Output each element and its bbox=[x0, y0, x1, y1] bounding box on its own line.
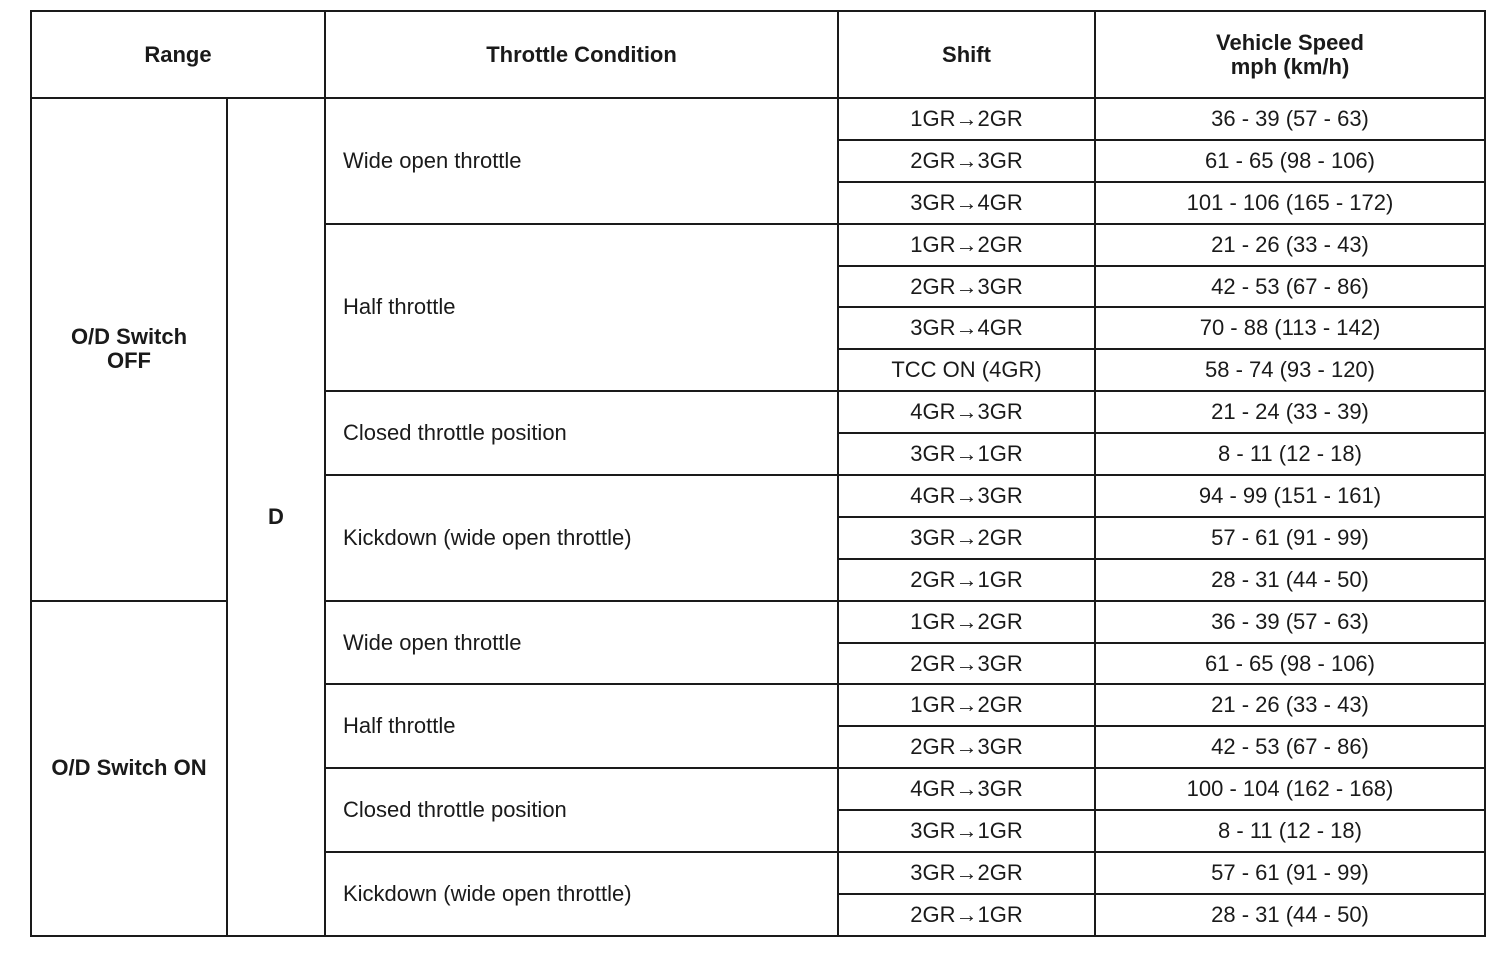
shift-cell: 2GR→3GR bbox=[838, 266, 1095, 308]
shift-cell: 4GR→3GR bbox=[838, 768, 1095, 810]
throttle-condition-cell: Wide open throttle bbox=[325, 98, 838, 224]
shift-header: Shift bbox=[838, 11, 1095, 98]
shift-cell: 4GR→3GR bbox=[838, 391, 1095, 433]
shift-cell: 3GR→1GR bbox=[838, 810, 1095, 852]
vehicle-speed-cell: 57 - 61 (91 - 99) bbox=[1095, 852, 1485, 894]
shift-speed-table bbox=[30, 10, 1486, 937]
vehicle-speed-cell: 70 - 88 (113 - 142) bbox=[1095, 307, 1485, 349]
shift-cell: 2GR→1GR bbox=[838, 559, 1095, 601]
vehicle-speed-cell: 42 - 53 (67 - 86) bbox=[1095, 726, 1485, 768]
throttle-condition-cell: Closed throttle position bbox=[325, 391, 838, 475]
shift-cell: 3GR→2GR bbox=[838, 517, 1095, 559]
od-switch-on-label: O/D Switch ON bbox=[31, 601, 227, 936]
vehicle-speed-cell: 42 - 53 (67 - 86) bbox=[1095, 266, 1485, 308]
shift-cell: 3GR→4GR bbox=[838, 182, 1095, 224]
shift-cell: TCC ON (4GR) bbox=[838, 349, 1095, 391]
vehicle-speed-cell: 8 - 11 (12 - 18) bbox=[1095, 433, 1485, 475]
vehicle-speed-cell: 21 - 26 (33 - 43) bbox=[1095, 224, 1485, 266]
shift-cell: 2GR→3GR bbox=[838, 643, 1095, 685]
vehicle-speed-cell: 101 - 106 (165 - 172) bbox=[1095, 182, 1485, 224]
header-row bbox=[31, 11, 1485, 98]
shift-cell: 1GR→2GR bbox=[838, 98, 1095, 140]
vehicle-speed-cell: 21 - 26 (33 - 43) bbox=[1095, 684, 1485, 726]
throttle-condition-cell: Half throttle bbox=[325, 684, 838, 768]
vehicle-speed-cell: 57 - 61 (91 - 99) bbox=[1095, 517, 1485, 559]
throttle-condition-cell: Wide open throttle bbox=[325, 601, 838, 685]
throttle-condition-cell: Kickdown (wide open throttle) bbox=[325, 852, 838, 936]
throttle-condition-cell: Half throttle bbox=[325, 224, 838, 392]
shift-cell: 1GR→2GR bbox=[838, 601, 1095, 643]
shift-cell: 2GR→3GR bbox=[838, 726, 1095, 768]
table-row bbox=[31, 98, 1485, 140]
range-d-label: D bbox=[227, 98, 325, 936]
od-switch-off-label-line1: O/D Switch bbox=[70, 324, 188, 350]
shift-cell: 1GR→2GR bbox=[838, 224, 1095, 266]
vehicle-speed-cell: 28 - 31 (44 - 50) bbox=[1095, 894, 1485, 936]
vehicle-speed-header bbox=[1095, 11, 1485, 98]
vehicle-speed-cell: 36 - 39 (57 - 63) bbox=[1095, 601, 1485, 643]
shift-cell: 3GR→4GR bbox=[838, 307, 1095, 349]
shift-speed-sheet bbox=[30, 10, 1484, 937]
vehicle-speed-cell: 100 - 104 (162 - 168) bbox=[1095, 768, 1485, 810]
table-body bbox=[31, 98, 1485, 936]
vehicle-speed-cell: 28 - 31 (44 - 50) bbox=[1095, 559, 1485, 601]
throttle-condition-cell: Closed throttle position bbox=[325, 768, 838, 852]
vehicle-speed-cell: 36 - 39 (57 - 63) bbox=[1095, 98, 1485, 140]
shift-cell: 3GR→2GR bbox=[838, 852, 1095, 894]
vehicle-speed-cell: 61 - 65 (98 - 106) bbox=[1095, 140, 1485, 182]
shift-cell: 1GR→2GR bbox=[838, 684, 1095, 726]
vehicle-speed-cell: 21 - 24 (33 - 39) bbox=[1095, 391, 1485, 433]
vehicle-speed-header-units: mph (km/h) bbox=[1230, 53, 1350, 79]
od-switch-off-label bbox=[31, 98, 227, 601]
throttle-condition-header: Throttle Condition bbox=[325, 11, 838, 98]
vehicle-speed-cell: 94 - 99 (151 - 161) bbox=[1095, 475, 1485, 517]
vehicle-speed-cell: 58 - 74 (93 - 120) bbox=[1095, 349, 1485, 391]
vehicle-speed-cell: 61 - 65 (98 - 106) bbox=[1095, 643, 1485, 685]
shift-cell: 2GR→3GR bbox=[838, 140, 1095, 182]
throttle-condition-cell: Kickdown (wide open throttle) bbox=[325, 475, 838, 601]
shift-cell: 2GR→1GR bbox=[838, 894, 1095, 936]
vehicle-speed-cell: 8 - 11 (12 - 18) bbox=[1095, 810, 1485, 852]
od-switch-off-label-line2: OFF bbox=[107, 348, 151, 374]
vehicle-speed-header-line1: Vehicle Speed bbox=[1216, 29, 1364, 55]
shift-cell: 3GR→1GR bbox=[838, 433, 1095, 475]
range-header: Range bbox=[31, 11, 325, 98]
shift-cell: 4GR→3GR bbox=[838, 475, 1095, 517]
